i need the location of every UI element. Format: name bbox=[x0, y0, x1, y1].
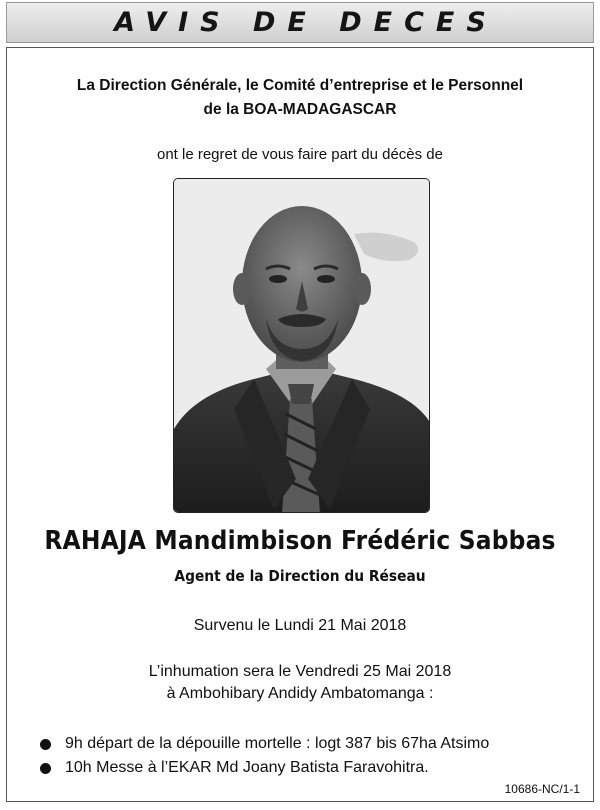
deceased-name: RAHAJA Mandimbison Frédéric Sabbas bbox=[44, 526, 556, 556]
bullet-icon bbox=[40, 739, 51, 750]
schedule-item bbox=[40, 735, 489, 753]
notice-title: AVIS DE DECES bbox=[114, 7, 498, 38]
burial-location: à Ambohibary Andidy Ambatomanga : bbox=[166, 685, 434, 702]
deceased-portrait-photo bbox=[173, 178, 430, 513]
bullet-icon bbox=[40, 763, 51, 774]
deceased-role: Agent de la Direction du Réseau bbox=[174, 567, 426, 585]
organization-line-2: de la BOA-MADAGASCAR bbox=[203, 101, 397, 118]
burial-date: L’inhumation sera le Vendredi 25 Mai 2018 bbox=[148, 663, 452, 680]
reference-code: 10686-NC/1-1 bbox=[504, 782, 580, 796]
schedule-item bbox=[40, 759, 429, 777]
notice-header bbox=[6, 2, 594, 43]
date-of-death: Survenu le Lundi 21 Mai 2018 bbox=[193, 617, 407, 634]
schedule-item-text: 9h départ de la dépouille mortelle : logt 387 bis 67ha Atsimo bbox=[65, 735, 490, 752]
schedule-item-text: 10h Messe à l’EKAR Md Joany Batista Faravohitra. bbox=[65, 759, 429, 776]
organization-line-1: La Direction Générale, le Comité d’entreprise et le Personnel bbox=[76, 77, 524, 94]
regret-text: ont le regret de vous faire part du décès de bbox=[156, 146, 443, 163]
